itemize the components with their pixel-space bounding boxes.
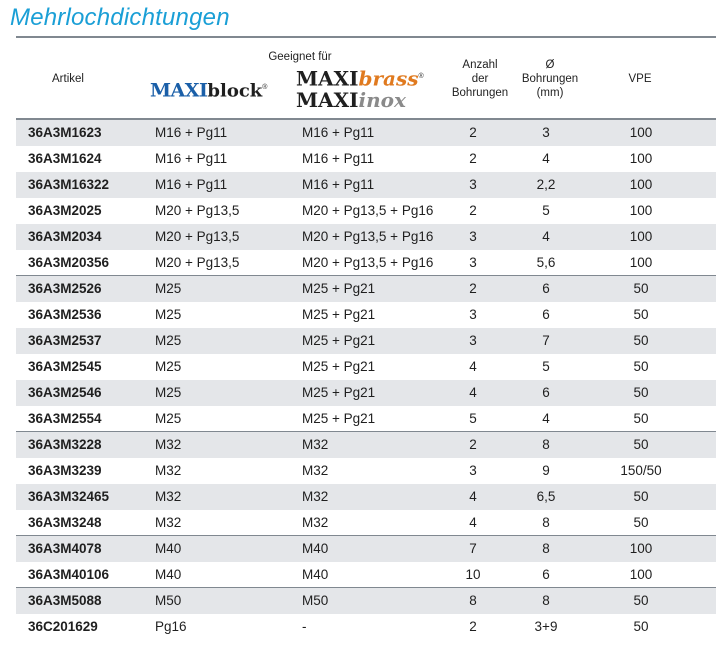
cell-durchmesser: 7 <box>542 333 550 348</box>
cell-vpe: 50 <box>633 489 649 504</box>
cell-maxibrass: M32 <box>302 463 329 478</box>
cell-artikel: 36A3M5088 <box>28 593 102 608</box>
cell-maxiblock: M50 <box>155 593 182 608</box>
table-row <box>16 432 716 458</box>
cell-durchmesser: 8 <box>542 437 550 452</box>
table-row <box>16 406 716 432</box>
cell-artikel: 36A3M3228 <box>28 437 102 452</box>
table-row <box>16 354 716 380</box>
header-bohrungen-line-2: Bohrungen <box>521 73 579 85</box>
cell-maxibrass: M32 <box>302 437 329 452</box>
header-bohrungen-line-1: Ø <box>545 59 555 71</box>
logo-maxibrass-suffix: brass <box>358 66 419 91</box>
cell-artikel: 36A3M40106 <box>28 567 110 582</box>
cell-vpe: 50 <box>633 593 649 608</box>
cell-maxibrass: M25 + Pg21 <box>302 307 376 322</box>
cell-anzahl: 3 <box>469 255 477 270</box>
cell-durchmesser: 5 <box>542 203 550 218</box>
cell-artikel: 36A3M2545 <box>28 359 102 374</box>
cell-maxibrass: M50 <box>302 593 329 608</box>
cell-maxiblock: M32 <box>155 489 182 504</box>
cell-maxiblock: M25 <box>155 281 182 296</box>
logo-maxiblock-reg: ® <box>262 84 268 91</box>
table-row <box>16 276 716 302</box>
table-row <box>16 120 716 146</box>
cell-durchmesser: 6 <box>542 567 550 582</box>
cell-artikel: 36A3M2554 <box>28 411 102 426</box>
cell-anzahl: 3 <box>469 333 477 348</box>
table-row <box>16 146 716 172</box>
cell-maxiblock: M16 + Pg11 <box>155 125 228 140</box>
cell-vpe: 100 <box>629 567 653 582</box>
cell-maxibrass: M20 + Pg13,5 + Pg16 <box>302 203 434 218</box>
page-title: Mehrlochdichtungen <box>10 4 230 31</box>
header-vpe: VPE <box>628 73 652 85</box>
cell-vpe: 100 <box>629 229 653 244</box>
cell-artikel: 36A3M2536 <box>28 307 102 322</box>
cell-durchmesser: 5,6 <box>536 255 556 270</box>
cell-maxibrass: M25 + Pg21 <box>302 281 376 296</box>
cell-maxibrass: M40 <box>302 567 329 582</box>
cell-vpe: 100 <box>629 125 653 140</box>
cell-anzahl: 3 <box>469 307 477 322</box>
cell-artikel: 36A3M2025 <box>28 203 102 218</box>
cell-durchmesser: 8 <box>542 515 550 530</box>
cell-durchmesser: 5 <box>542 359 550 374</box>
cell-maxibrass: M25 + Pg21 <box>302 385 376 400</box>
cell-vpe: 50 <box>633 333 649 348</box>
header-bohrungen-line-3: (mm) <box>536 87 564 99</box>
cell-durchmesser: 8 <box>542 593 550 608</box>
cell-vpe: 100 <box>629 177 653 192</box>
cell-anzahl: 3 <box>469 177 477 192</box>
cell-vpe: 50 <box>633 307 649 322</box>
logo-maxiinox-suffix: inox <box>358 88 406 112</box>
cell-maxibrass: M20 + Pg13,5 + Pg16 <box>302 255 434 270</box>
cell-anzahl: 10 <box>465 567 481 582</box>
cell-durchmesser: 6 <box>542 385 550 400</box>
cell-durchmesser: 3+9 <box>534 619 558 634</box>
cell-artikel: 36A3M20356 <box>28 255 110 270</box>
logo-maxibrass <box>296 67 424 89</box>
cell-vpe: 100 <box>629 255 653 270</box>
cell-vpe: 50 <box>633 411 649 426</box>
cell-maxibrass: M25 + Pg21 <box>302 333 376 348</box>
cell-durchmesser: 4 <box>542 411 550 426</box>
cell-maxibrass: M25 + Pg21 <box>302 359 376 374</box>
cell-maxiblock: M16 + Pg11 <box>155 177 228 192</box>
top-rule <box>16 36 716 38</box>
table-row <box>16 198 716 224</box>
header-anzahl-line-3: Bohrungen <box>451 87 509 99</box>
cell-anzahl: 7 <box>469 541 477 556</box>
cell-maxiblock: M20 + Pg13,5 <box>155 255 240 270</box>
cell-artikel: 36A3M2546 <box>28 385 102 400</box>
cell-maxibrass: M20 + Pg13,5 + Pg16 <box>302 229 434 244</box>
cell-durchmesser: 2,2 <box>536 177 556 192</box>
cell-maxibrass: M25 + Pg21 <box>302 411 376 426</box>
cell-maxibrass: M32 <box>302 515 329 530</box>
cell-maxiblock: M25 <box>155 411 182 426</box>
header-anzahl <box>440 58 520 100</box>
cell-artikel: 36A3M2526 <box>28 281 102 296</box>
table-row <box>16 250 716 276</box>
cell-artikel: 36A3M16322 <box>28 177 110 192</box>
cell-durchmesser: 3 <box>542 125 550 140</box>
cell-anzahl: 4 <box>469 385 477 400</box>
table-row <box>16 484 716 510</box>
cell-maxiblock: M20 + Pg13,5 <box>155 229 240 244</box>
cell-maxiblock: M25 <box>155 359 182 374</box>
header-anzahl-line-2: der <box>471 73 489 85</box>
cell-anzahl: 3 <box>469 463 477 478</box>
cell-vpe: 100 <box>629 541 653 556</box>
cell-maxiblock: M25 <box>155 385 182 400</box>
table-row <box>16 536 716 562</box>
cell-anzahl: 2 <box>469 437 477 452</box>
cell-vpe: 100 <box>629 203 653 218</box>
cell-anzahl: 3 <box>469 229 477 244</box>
cell-maxiblock: Pg16 <box>155 619 187 634</box>
cell-maxiblock: M16 + Pg11 <box>155 151 228 166</box>
cell-anzahl: 2 <box>469 151 477 166</box>
cell-anzahl: 8 <box>469 593 477 608</box>
cell-anzahl: 2 <box>469 281 477 296</box>
table-row <box>16 458 716 484</box>
table-row <box>16 380 716 406</box>
cell-vpe: 50 <box>633 385 649 400</box>
cell-artikel: 36A3M3239 <box>28 463 102 478</box>
cell-vpe: 100 <box>629 151 653 166</box>
cell-vpe: 50 <box>633 437 649 452</box>
logo-maxiinox-maxi: MAXI <box>296 88 359 112</box>
logo-maxibrass-maxi: MAXI <box>296 66 359 91</box>
table-row <box>16 328 716 354</box>
table-row <box>16 510 716 536</box>
cell-maxiblock: M40 <box>155 541 182 556</box>
cell-artikel: 36A3M3248 <box>28 515 102 530</box>
logo-maxiblock-suffix: block <box>207 80 263 102</box>
cell-maxibrass: M16 + Pg11 <box>302 125 375 140</box>
cell-maxibrass: M40 <box>302 541 329 556</box>
cell-maxiblock: M20 + Pg13,5 <box>155 203 240 218</box>
cell-maxiblock: M32 <box>155 515 182 530</box>
table-row <box>16 588 716 614</box>
cell-artikel: 36A3M4078 <box>28 541 102 556</box>
cell-vpe: 50 <box>633 619 649 634</box>
cell-anzahl: 2 <box>469 125 477 140</box>
cell-durchmesser: 4 <box>542 151 550 166</box>
header-geeignet-fuer: Geeignet für <box>268 51 332 63</box>
cell-durchmesser: 6 <box>542 307 550 322</box>
cell-maxiblock: M32 <box>155 437 182 452</box>
cell-anzahl: 2 <box>469 203 477 218</box>
cell-maxiblock: M32 <box>155 463 182 478</box>
cell-vpe: 150/50 <box>620 463 662 478</box>
cell-artikel: 36A3M2034 <box>28 229 102 244</box>
table-row <box>16 224 716 250</box>
table-row <box>16 614 716 640</box>
cell-anzahl: 4 <box>469 489 477 504</box>
cell-maxibrass: M32 <box>302 489 329 504</box>
table-row <box>16 172 716 198</box>
cell-anzahl: 5 <box>469 411 477 426</box>
cell-vpe: 50 <box>633 281 649 296</box>
table-row <box>16 562 716 588</box>
cell-artikel: 36A3M1623 <box>28 125 102 140</box>
header-artikel: Artikel <box>52 73 84 85</box>
cell-maxiblock: M25 <box>155 307 182 322</box>
cell-anzahl: 4 <box>469 515 477 530</box>
logo-maxiblock-maxi: MAXI <box>150 79 208 102</box>
logo-maxibrass-reg: ® <box>418 73 424 80</box>
cell-maxibrass: M16 + Pg11 <box>302 151 375 166</box>
cell-maxibrass: - <box>302 619 307 634</box>
cell-anzahl: 4 <box>469 359 477 374</box>
logo-maxiinox <box>296 90 406 110</box>
cell-durchmesser: 9 <box>542 463 550 478</box>
header-anzahl-line-1: Anzahl <box>462 59 498 71</box>
cell-vpe: 50 <box>633 359 649 374</box>
table-row <box>16 302 716 328</box>
cell-durchmesser: 8 <box>542 541 550 556</box>
cell-artikel: 36C201629 <box>28 619 98 634</box>
header-bohrungen <box>510 58 590 100</box>
cell-durchmesser: 6,5 <box>536 489 556 504</box>
cell-artikel: 36A3M2537 <box>28 333 102 348</box>
cell-vpe: 50 <box>633 515 649 530</box>
logo-maxiblock <box>150 78 267 101</box>
cell-durchmesser: 6 <box>542 281 550 296</box>
cell-maxiblock: M40 <box>155 567 182 582</box>
cell-artikel: 36A3M1624 <box>28 151 102 166</box>
cell-maxibrass: M16 + Pg11 <box>302 177 375 192</box>
cell-maxiblock: M25 <box>155 333 182 348</box>
cell-anzahl: 2 <box>469 619 477 634</box>
cell-artikel: 36A3M32465 <box>28 489 110 504</box>
cell-durchmesser: 4 <box>542 229 550 244</box>
